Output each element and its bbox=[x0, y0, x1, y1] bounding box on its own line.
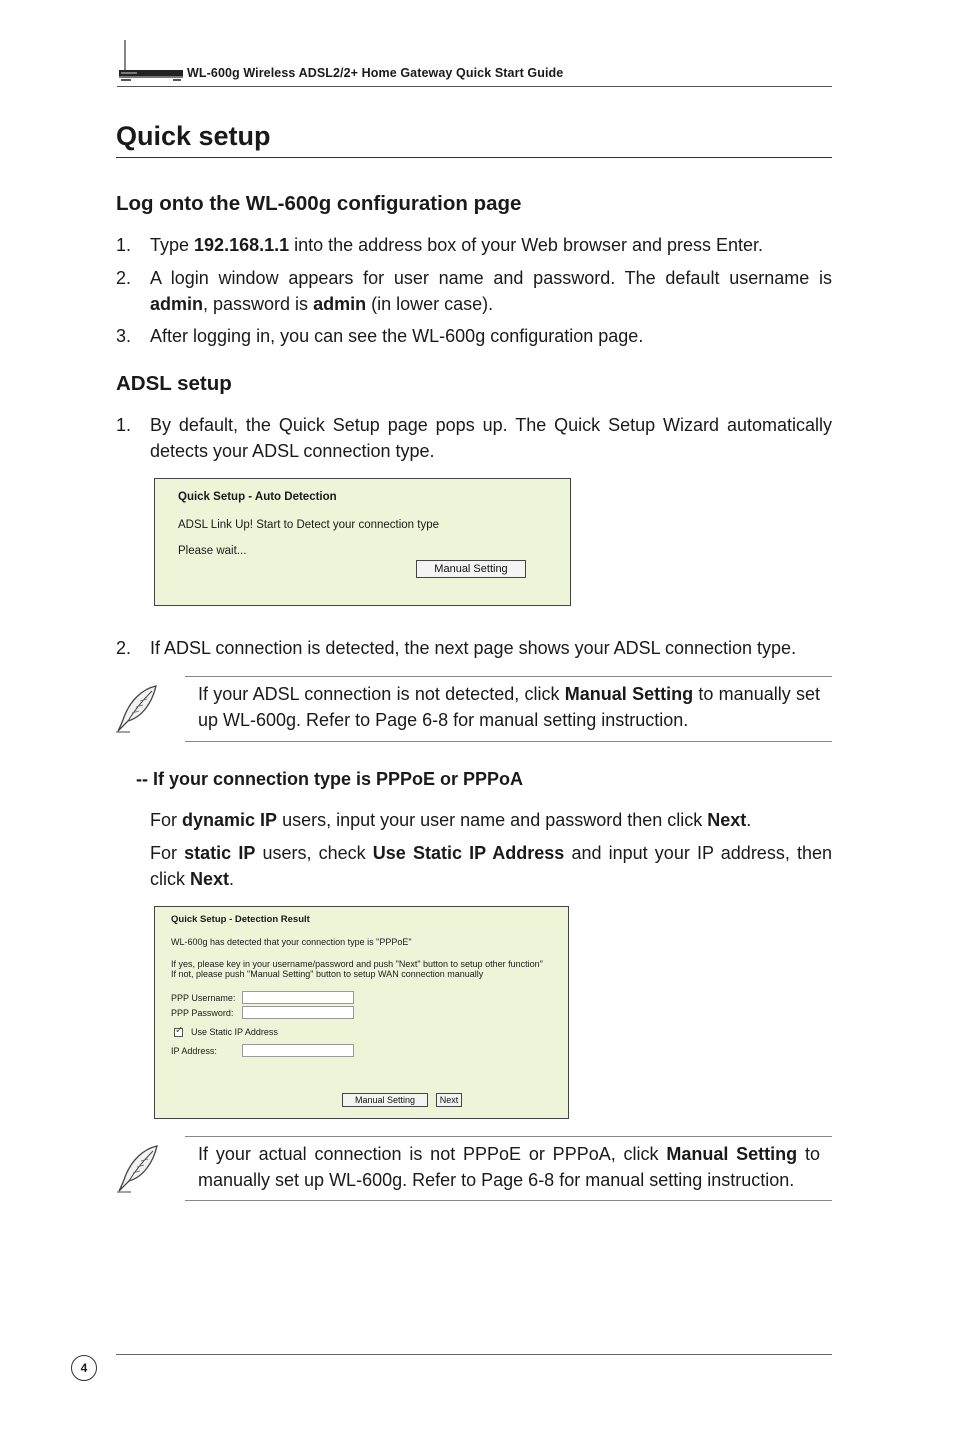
adsl-heading: ADSL setup bbox=[116, 372, 232, 395]
page-title: Quick setup bbox=[116, 121, 271, 151]
note-rule-bottom bbox=[185, 1200, 832, 1201]
static-ip-paragraph: For static IP users, check Use Static IP Address and input your IP address, then click Next. bbox=[150, 843, 832, 889]
note-not-pppoe: If your actual connection is not PPPoE or PPPoA, click Manual Setting to manually set up WL-600g. Refer to Page 6-8 for manual setting instruction. bbox=[198, 1144, 820, 1190]
please-wait-message: Please wait... bbox=[178, 545, 247, 557]
note-rule-bottom bbox=[185, 741, 832, 742]
running-header: WL-600g Wireless ADSL2/2+ Home Gateway Quick Start Guide bbox=[187, 66, 564, 80]
manual-setting-button[interactable]: Manual Setting bbox=[416, 560, 526, 578]
detection-result-panel bbox=[154, 906, 569, 1119]
checkmark-icon: ✓ bbox=[175, 1025, 184, 1036]
pppoe-subheading: -- If your connection type is PPPoE or PPPoA bbox=[136, 769, 524, 789]
ppp-username-label: PPP Username: bbox=[171, 993, 236, 1003]
adsl-step-2: 2. If ADSL connection is detected, the next page shows your ADSL connection type. bbox=[116, 635, 832, 661]
note-manual-setting: If your ADSL connection is not detected, click Manual Setting to manually set up WL-600g. Refer to Page 6-8 for manual setting instruction. bbox=[198, 684, 821, 730]
login-heading: Log onto the WL-600g configuration page bbox=[116, 192, 522, 215]
ip-address-label: IP Address: bbox=[171, 1046, 217, 1056]
login-step-1: 1. Type 192.168.1.1 into the address box of your Web browser and press Enter. bbox=[116, 232, 832, 258]
step-number: 1. bbox=[116, 415, 132, 435]
note-quill-icon bbox=[112, 683, 162, 735]
step-number: 2. bbox=[116, 638, 132, 658]
dynamic-ip-paragraph: For dynamic IP users, input your user name and password then click Next. bbox=[150, 810, 752, 830]
step-number: 2. bbox=[116, 268, 132, 288]
link-up-message: ADSL Link Up! Start to Detect your connection type bbox=[178, 519, 440, 531]
note-rule-top bbox=[185, 676, 832, 677]
step-number: 1. bbox=[116, 235, 132, 255]
note-quill-icon bbox=[113, 1143, 163, 1195]
login-step-3: 3. After logging in, you can see the WL-600g configuration page. bbox=[116, 323, 832, 349]
panel-title: Quick Setup - Auto Detection bbox=[178, 491, 337, 503]
ip-address-input[interactable] bbox=[242, 1044, 354, 1057]
auto-detection-panel bbox=[154, 478, 571, 606]
ppp-username-input[interactable] bbox=[242, 991, 354, 1004]
adsl-step-1: 1. By default, the Quick Setup page pops up. The Quick Setup Wizard automatically detects your ADSL connection type. bbox=[116, 412, 832, 464]
router-logo-icon bbox=[117, 38, 185, 88]
note-rule-top bbox=[185, 1136, 832, 1137]
header-rule bbox=[117, 86, 832, 87]
ip-address-text: 192.168.1.1 bbox=[194, 235, 290, 255]
manual-setting-button[interactable]: Manual Setting bbox=[342, 1093, 428, 1107]
page-number: 4 bbox=[71, 1355, 97, 1381]
use-static-ip-checkbox[interactable] bbox=[174, 1025, 184, 1037]
if-yes-message: If yes, please key in your username/password and push "Next" button to setup other function" bbox=[171, 959, 543, 969]
step-number: 3. bbox=[116, 326, 132, 346]
detected-type-message: WL-600g has detected that your connection type is "PPPoE" bbox=[171, 937, 412, 947]
if-not-message: If not, please push "Manual Setting" button to setup WAN connection manually bbox=[171, 969, 484, 979]
next-button[interactable]: Next bbox=[436, 1093, 462, 1107]
ppp-password-input[interactable] bbox=[242, 1006, 354, 1019]
footer-rule bbox=[116, 1354, 832, 1355]
panel-title: Quick Setup - Detection Result bbox=[171, 914, 310, 925]
login-step-2: 2. A login window appears for user name and password. The default username is admin, password is admin (in lower case). bbox=[116, 265, 832, 317]
ppp-password-label: PPP Password: bbox=[171, 1008, 234, 1018]
use-static-ip-label: Use Static IP Address bbox=[191, 1027, 278, 1037]
title-rule bbox=[116, 157, 832, 158]
